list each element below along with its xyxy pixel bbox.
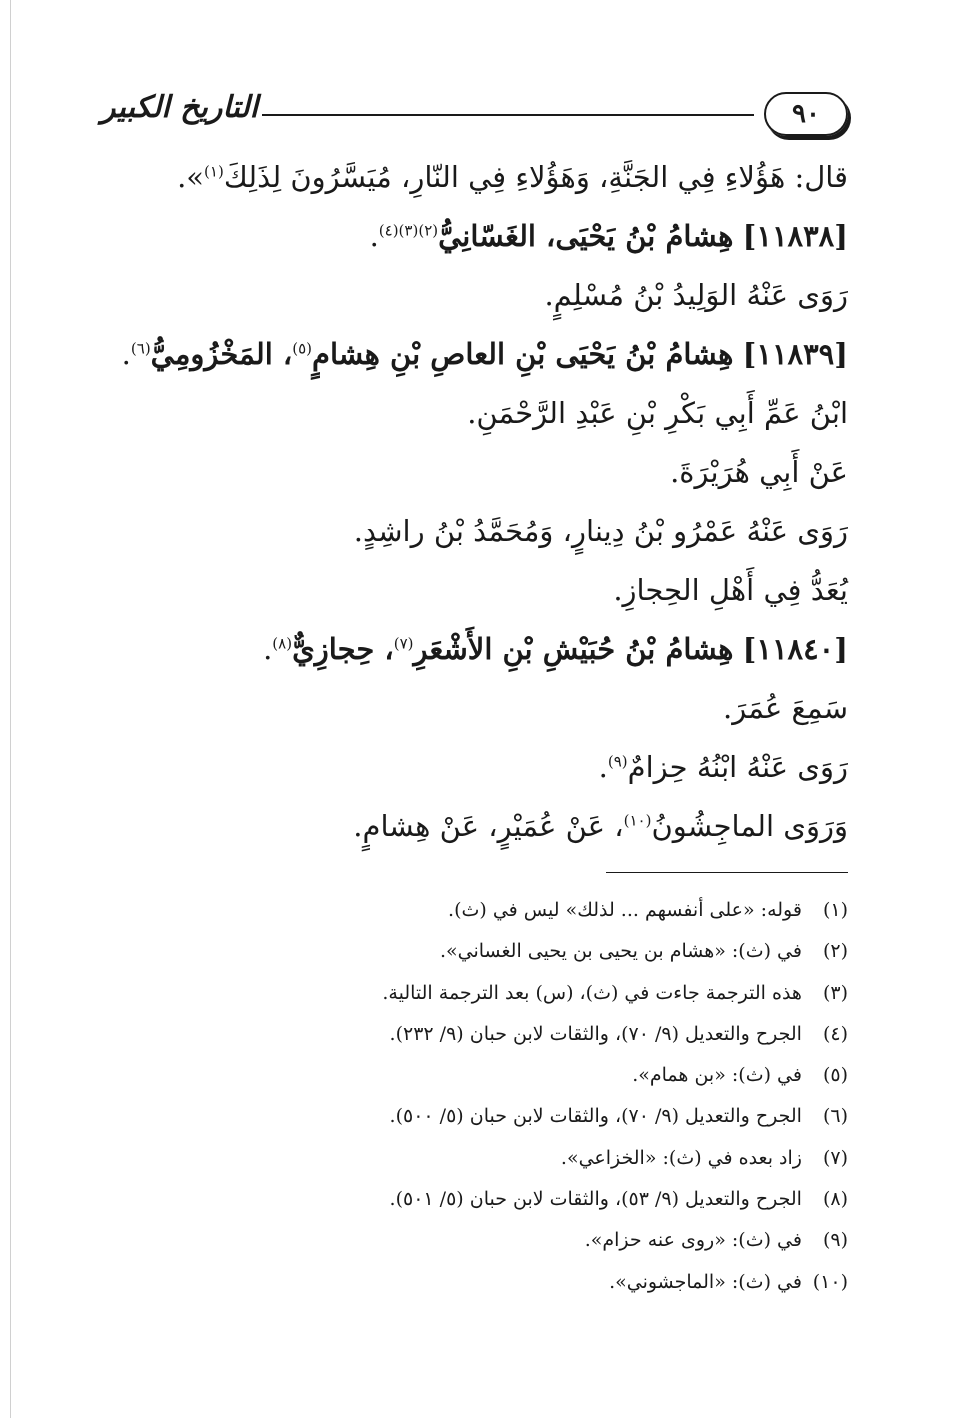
footnotes	[100, 890, 848, 1303]
line-text: رَوَى عَنْهُ ابْنُهُ حِزامٌ	[627, 750, 848, 784]
line-tail: .	[263, 632, 273, 666]
entry-11839	[100, 325, 848, 384]
footnote-ref: (٦)	[130, 339, 151, 358]
page-number-badge: ٩٠	[764, 92, 848, 136]
text-line-3: رَوَى عَنْهُ الوَلِيدُ بْنُ مُسْلِمٍ.	[544, 278, 848, 312]
footnote	[100, 1014, 848, 1055]
footnote	[100, 931, 848, 972]
footnote-text: قوله: «على أنفسهم ... لذلك» ليس في (ث).	[448, 899, 802, 921]
footnote-number: (٧)	[822, 1146, 848, 1169]
line-text-rest: ، عَنْ عُمَيْرٍ، عَنْ هِشامٍ.	[353, 809, 624, 843]
footnote-ref: (٩)	[607, 752, 628, 771]
footnote-text: الجرح والتعديل (٩/ ٥٣)، والثقات لابن حبان (٥/ ٥٠١).	[389, 1188, 802, 1211]
footnote-number: (١٠)	[812, 1270, 848, 1293]
text-line-11	[100, 738, 848, 797]
footnote	[100, 973, 848, 1014]
book-title: التاريخ الكبير	[100, 90, 258, 125]
entry-name: هِشامُ بْنُ يَحْيَى بْنِ العاصِ بْنِ هِشامٍ	[312, 337, 734, 371]
footnote-number: (٩)	[822, 1229, 848, 1252]
footnote-number: (١)	[822, 899, 848, 921]
footnote	[100, 1262, 848, 1303]
text-line-10: سَمِعَ عُمَرَ.	[722, 691, 848, 725]
main-text	[100, 148, 848, 856]
entry-name: هِشامُ بْنُ يَحْيَى، الغَسّانِيُّ	[438, 219, 734, 253]
footnote-ref: (١)	[204, 162, 224, 181]
entry-name-nisba: ، حِجازِيٌّ	[292, 632, 394, 666]
entry-11838	[100, 207, 848, 266]
footnote-number: (٣)	[822, 981, 848, 1004]
text-line-7: رَوَى عَنْهُ عَمْرُو بْنُ دِينارٍ، وَمُحَمَّدُ بْنُ راشِدٍ.	[353, 514, 848, 548]
footnote	[100, 1055, 848, 1096]
footnote-text: في (ث): «بن همام».	[632, 1064, 802, 1087]
entry-name-nisba: ، المَخْزُومِيُّ	[150, 337, 293, 371]
text-line-5: ابْنُ عَمِّ أَبِي بَكْرِ بْنِ عَبْدِ الرَّحْمَنِ.	[467, 396, 848, 430]
footnote-number: (٨)	[822, 1188, 848, 1211]
footnote	[100, 890, 848, 931]
entry-11840	[100, 620, 848, 679]
text-line-6: عَنْ أَبِي هُرَيْرَةَ.	[670, 455, 848, 489]
footnote	[100, 1179, 848, 1220]
footnote-number: (٦)	[822, 1105, 848, 1128]
footnote-text: الجرح والتعديل (٩/ ٧٠)، والثقات لابن حبان (٥/ ٥٠٠).	[389, 1105, 802, 1128]
footnote-text: هذه الترجمة جاءت في (ث)، (س) بعد الترجمة التالية.	[382, 981, 802, 1004]
line-tail: ».	[177, 160, 205, 194]
footnote-text: في (ث): «روى عنه حزام».	[584, 1229, 802, 1252]
footnote	[100, 1096, 848, 1137]
footnote-ref: (٢)(٣)(٤)	[378, 221, 439, 240]
footnote-text: الجرح والتعديل (٩/ ٧٠)، والثقات لابن حبان (٩/ ٢٣٢).	[389, 1022, 802, 1045]
text-line-1	[100, 148, 848, 207]
footnote-ref: (٥)	[292, 339, 312, 358]
footnote-ref: (٨)	[272, 634, 293, 653]
line-tail: .	[121, 337, 131, 371]
entry-number: [١١٨٤٠]	[742, 632, 848, 666]
footnote-text: في (ث): «الماجشوني».	[609, 1270, 802, 1293]
footnote-number: (٥)	[822, 1064, 848, 1087]
footnote-number: (٤)	[822, 1022, 848, 1045]
footnote	[100, 1138, 848, 1179]
footnote-ref: (٧)	[393, 634, 414, 653]
line-text: قال: هَؤُلاءِ فِي الجَنَّةِ، وَهَؤُلاءِ فِي النّارِ، مُيَسَّرُونَ لِذَلِكَ	[223, 160, 848, 194]
entry-number: [١١٨٣٩]	[742, 337, 848, 371]
line-text: وَرَوَى الماجِشُونُ	[651, 809, 848, 843]
page-edge-line	[10, 0, 11, 1418]
text-line-12	[100, 797, 848, 856]
line-tail: .	[369, 219, 379, 253]
footnote-separator	[606, 872, 848, 873]
footnote	[100, 1220, 848, 1261]
footnote-number: (٢)	[822, 940, 848, 963]
entry-number: [١١٨٣٨]	[742, 219, 848, 253]
entry-name: هِشامُ بْنُ حُبَيْشِ بْنِ الأَشْعَرِ	[413, 632, 734, 666]
footnote-text: في (ث): «هشام بن يحيى بن يحيى الغساني».	[439, 940, 802, 963]
footnote-text: زاد بعده في (ث): «الخزاعي».	[560, 1146, 802, 1169]
line-tail: .	[598, 750, 608, 784]
header-rule	[262, 114, 754, 116]
page-header	[100, 88, 848, 148]
text-line-8: يُعَدُّ فِي أَهْلِ الحِجازِ.	[613, 573, 848, 607]
footnote-ref: (١٠)	[623, 811, 652, 830]
